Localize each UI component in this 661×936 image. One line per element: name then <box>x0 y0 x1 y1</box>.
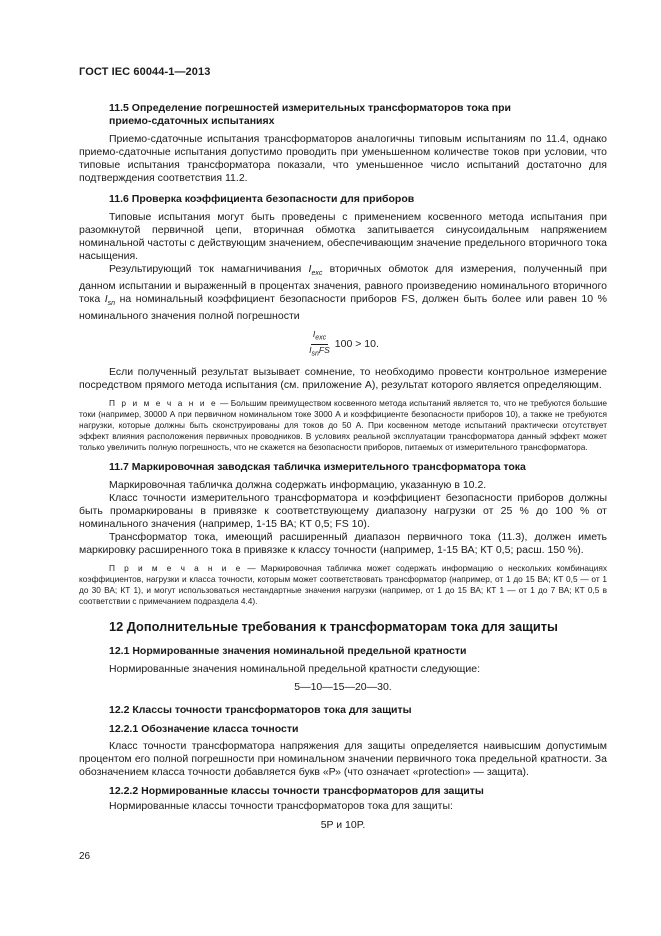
section-11-6-paragraph-3: Если полученный результат вызывает сомнение, то необходимо провести контрольное измерение посредством прямого метода испытания (см. приложение А), результат которого является определяющим. <box>79 365 607 391</box>
formula-rest: 100 > 10. <box>334 338 379 351</box>
section-12-1-values: 5—10—15—20—30. <box>294 680 392 693</box>
section-12-2-2-paragraph-1: Нормированные классы точности трансформаторов тока для защиты: <box>109 799 453 812</box>
section-12-2-2-values: 5P и 10P. <box>320 818 366 831</box>
section-12-2-1-paragraph-1: Класс точности трансформатора напряжения для защиты определяется наивысшим допустимым процентом его полной погрешности при номинальном значении первичного тока предельной кратности. За обозначением класса точности добавляется букв «Р» (что означает «protection» — защита). <box>79 739 607 778</box>
section-12-2-title: 12.2 Классы точности трансформаторов тока для защиты <box>109 703 412 716</box>
section-12-1-paragraph-1: Нормированные значения номинальной предельной кратности следующие: <box>109 662 481 675</box>
page-number: 26 <box>79 851 91 862</box>
section-11-7-paragraph-3: Трансформатор тока, имеющий расширенный диапазон первичного тока (11.3), должен иметь маркировку расширенного тока в привязке к классу точности (например, 1-15 ВА; КТ 0,5; расш. 150 %). <box>79 530 607 556</box>
section-11-5-paragraph-1: Приемо-сдаточные испытания трансформаторов аналогичны типовым испытаниям по 11.4, однако приемо-сдаточные испытания допустимо проводить при уменьшенном количестве токов при условии, что типовые испытания трансформатора показали, что уменьшенное число испытаний достаточно для подтверждения соответствия 11.2. <box>79 133 607 184</box>
section-12-2-1-title: 12.2.1 Обозначение класса точности <box>109 722 299 735</box>
section-11-5-title: 11.5 Определение погрешностей измерительных трансформаторов тока при приемо-сдаточных испытаниях <box>109 102 512 127</box>
formula-numerator: $I_{exc}$ <box>311 329 328 345</box>
section-11-6-title: 11.6 Проверка коэффициента безопасности для приборов <box>109 193 415 205</box>
page-content <box>79 92 607 832</box>
formula-fraction <box>307 329 332 359</box>
section-11-6-note: П р и м е ч а н и е — Большим преимуществом косвенного метода испытаний является то, что не требуются большие токи (например, 30000 А при первичном номинальном токе 3000 А и коэффициенте безопасности приборов 10), а также не требуются нагрузки, которые должны быть сконструированы для токов до 50 А. При косвенном методе испытаний практически отсутствует эффект влияния расположения первичных проводников. В условиях реальной эксплуатации трансформатора данный эффект может только увеличить полную погрешность, что не скажется на безопасности приборов, питаемых от измерительного трансформатора. <box>79 397 607 452</box>
formula-denominator: $I_{sn}FS$ <box>309 344 330 358</box>
document-header: ГОСТ IEC 60044-1—2013 <box>79 66 211 78</box>
section-11-7-title: 11.7 Маркировочная заводская табличка измерительного трансформатора тока <box>109 460 526 473</box>
section-12-1-title: 12.1 Нормированные значения номинальной предельной кратности <box>109 644 467 657</box>
section-11-7-paragraph-2: Класс точности измерительного трансформатора и коэффициент безопасности приборов должны быть промаркированы в привязке к соответствующему диапазону нагрузки от 25 % до 100 % от номинального значения (например, 1-15 ВА; КТ 0,5; FS 10). <box>79 491 607 530</box>
symbol-i-sn: $I_{sn}$ <box>104 293 116 308</box>
section-11-7-note: П р и м е ч а н и е — Маркировочная табличка может содержать информацию о нескольких комбинациях коэффициентов, нагрузки и класса точности, которым может соответствовать трансформатор (например, от 1 до 15 ВА; КТ 0,5 — от 1 до 30 ВА; КТ 1), и могут использоваться нестандартные значения нагрузки (например, от 1 до 15 ВА; КТ 1 — от 1 до 7 ВА; КТ 0,5 в соответствии с примечанием подраздела 4.4). <box>79 562 607 606</box>
section-11-7-paragraph-1: Маркировочная табличка должна содержать информацию, указанную в 10.2. <box>109 478 487 491</box>
symbol-i-exc: $I_{exc}$ <box>308 263 323 278</box>
section-12-2-2-title: 12.2.2 Нормированные классы точности трансформаторов для защиты <box>109 784 484 797</box>
section-11-6-paragraph-1: Типовые испытания могут быть проведены с применением косвенного метода испытания при разомкнутой первичной цепи, вторичная обмотка запитывается синусоидальным напряжением номинальной частоты с действующим значением, обеспечивающим значение предельного вторичного тока насыщения. <box>79 211 607 262</box>
section-12-title: 12 Дополнительные требования к трансформаторам тока для защиты <box>109 618 558 634</box>
safety-factor-formula <box>79 329 607 359</box>
section-11-6-paragraph-2: Результирующий ток намагничивания $I_{exc}$ вторичных обмоток для измерения, полученный при данном испытании и выраженный в процентах значения, равного произведению номинального вторичного тока $I_{sn}$ на номинальный коэффициент безопасности приборов FS, должен быть более или равен 10 % номинального значения полной погрешности <box>79 263 608 323</box>
